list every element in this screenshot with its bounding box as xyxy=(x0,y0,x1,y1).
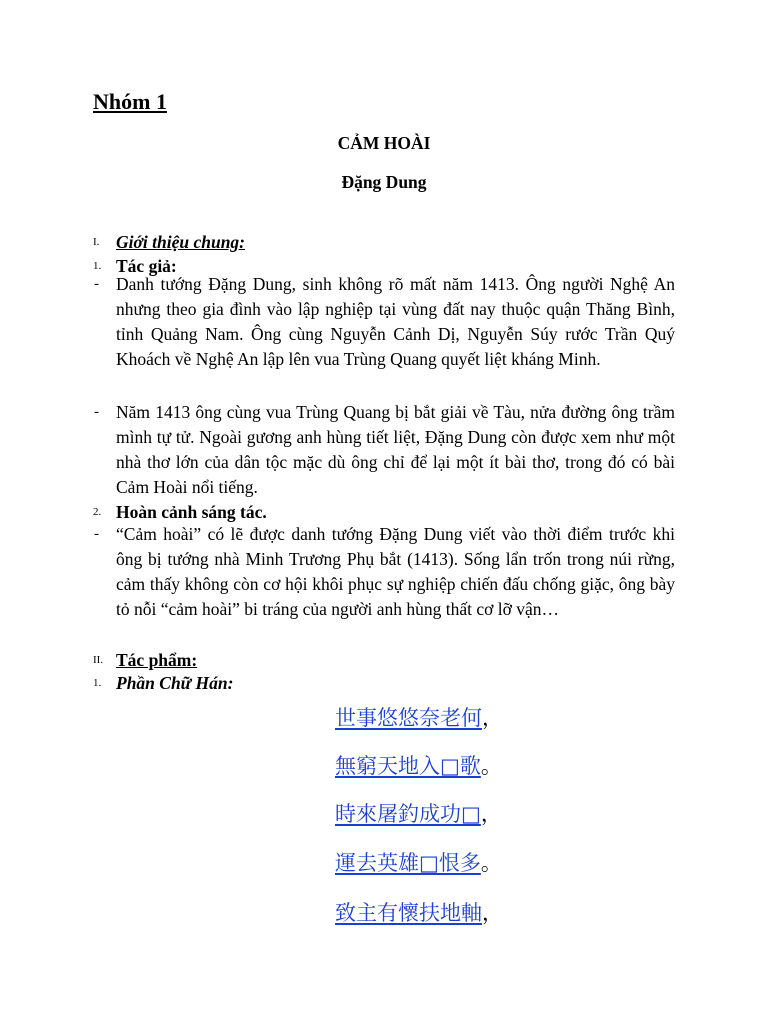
poem-line-link[interactable]: 世事悠悠奈老何 xyxy=(335,706,482,730)
list-marker: 2. xyxy=(93,506,102,518)
section-heading: Tác phẩm: xyxy=(116,650,198,670)
poem-line-link[interactable]: 運去英雄□恨多 xyxy=(335,851,481,875)
list-marker: II. xyxy=(93,654,104,666)
poem-punctuation: ， xyxy=(482,706,503,730)
poem-line xyxy=(335,752,502,780)
group-title: Nhóm 1 xyxy=(93,89,167,114)
list-marker: I. xyxy=(93,236,100,248)
section-heading: Giới thiệu chung: xyxy=(116,232,246,252)
bullet-dash: - xyxy=(94,526,99,542)
poem-line xyxy=(335,704,503,732)
subsection-heading: Phần Chữ Hán: xyxy=(116,673,234,693)
subsection-heading: Tác giả: xyxy=(116,256,177,276)
poem-line xyxy=(335,849,502,877)
poem-line-link[interactable]: 時來屠釣成功□ xyxy=(335,802,481,826)
bullet-dash: - xyxy=(94,276,99,292)
paragraph: “Cảm hoài” có lẽ được danh tướng Đặng Dung viết vào thời điểm trước khi ông bị tướng nhà Minh Trương Phụ bắt (1413). Sống lẩn trốn trong núi rừng, cảm thấy không còn cơ hội khôi phục sự nghiệp chiến đấu chống giặc, ông bày tỏ nỗi “cảm hoài” bi tráng của người anh hùng thất cơ lỡ vận… xyxy=(116,524,675,619)
poem-title: CẢM HOÀI xyxy=(337,133,431,153)
poem-line xyxy=(335,899,503,927)
bullet-dash: - xyxy=(94,404,99,420)
poem-line xyxy=(335,800,502,828)
poem-line-link[interactable]: 無窮天地入□歌 xyxy=(335,754,481,778)
poem-line-link[interactable]: 致主有懷扶地軸 xyxy=(335,901,482,925)
poem-punctuation: ， xyxy=(480,802,502,826)
poem-punctuation: ， xyxy=(482,901,503,925)
paragraph: Danh tướng Đặng Dung, sinh không rõ mất năm 1413. Ông người Nghệ An nhưng theo gia đình vào lập nghiệp tại vùng đất nay thuộc quận Thăng Bình, tỉnh Quảng Nam. Ông cùng Nguyễn Cảnh Dị, Nguyễn Súy rước Trần Quý Khoách về Nghệ An lập lên vua Trùng Quang quyết liệt kháng Minh. xyxy=(116,274,675,369)
poem-punctuation: 。 xyxy=(480,754,502,778)
author-name: Đặng Dung xyxy=(341,172,427,192)
poem-punctuation: 。 xyxy=(480,851,502,875)
list-marker: 1. xyxy=(93,677,102,689)
paragraph: Năm 1413 ông cùng vua Trùng Quang bị bắt giải về Tàu, nửa đường ông trầm mình tự tử. Ngoài gương anh hùng tiết liệt, Đặng Dung còn được xem như một nhà thơ lớn của dân tộc mặc dù ông chỉ để lại một ít bài thơ, trong đó có bài Cảm Hoài nổi tiếng. xyxy=(116,402,675,497)
list-marker: 1. xyxy=(93,260,102,272)
subsection-heading: Hoàn cảnh sáng tác. xyxy=(116,502,267,522)
